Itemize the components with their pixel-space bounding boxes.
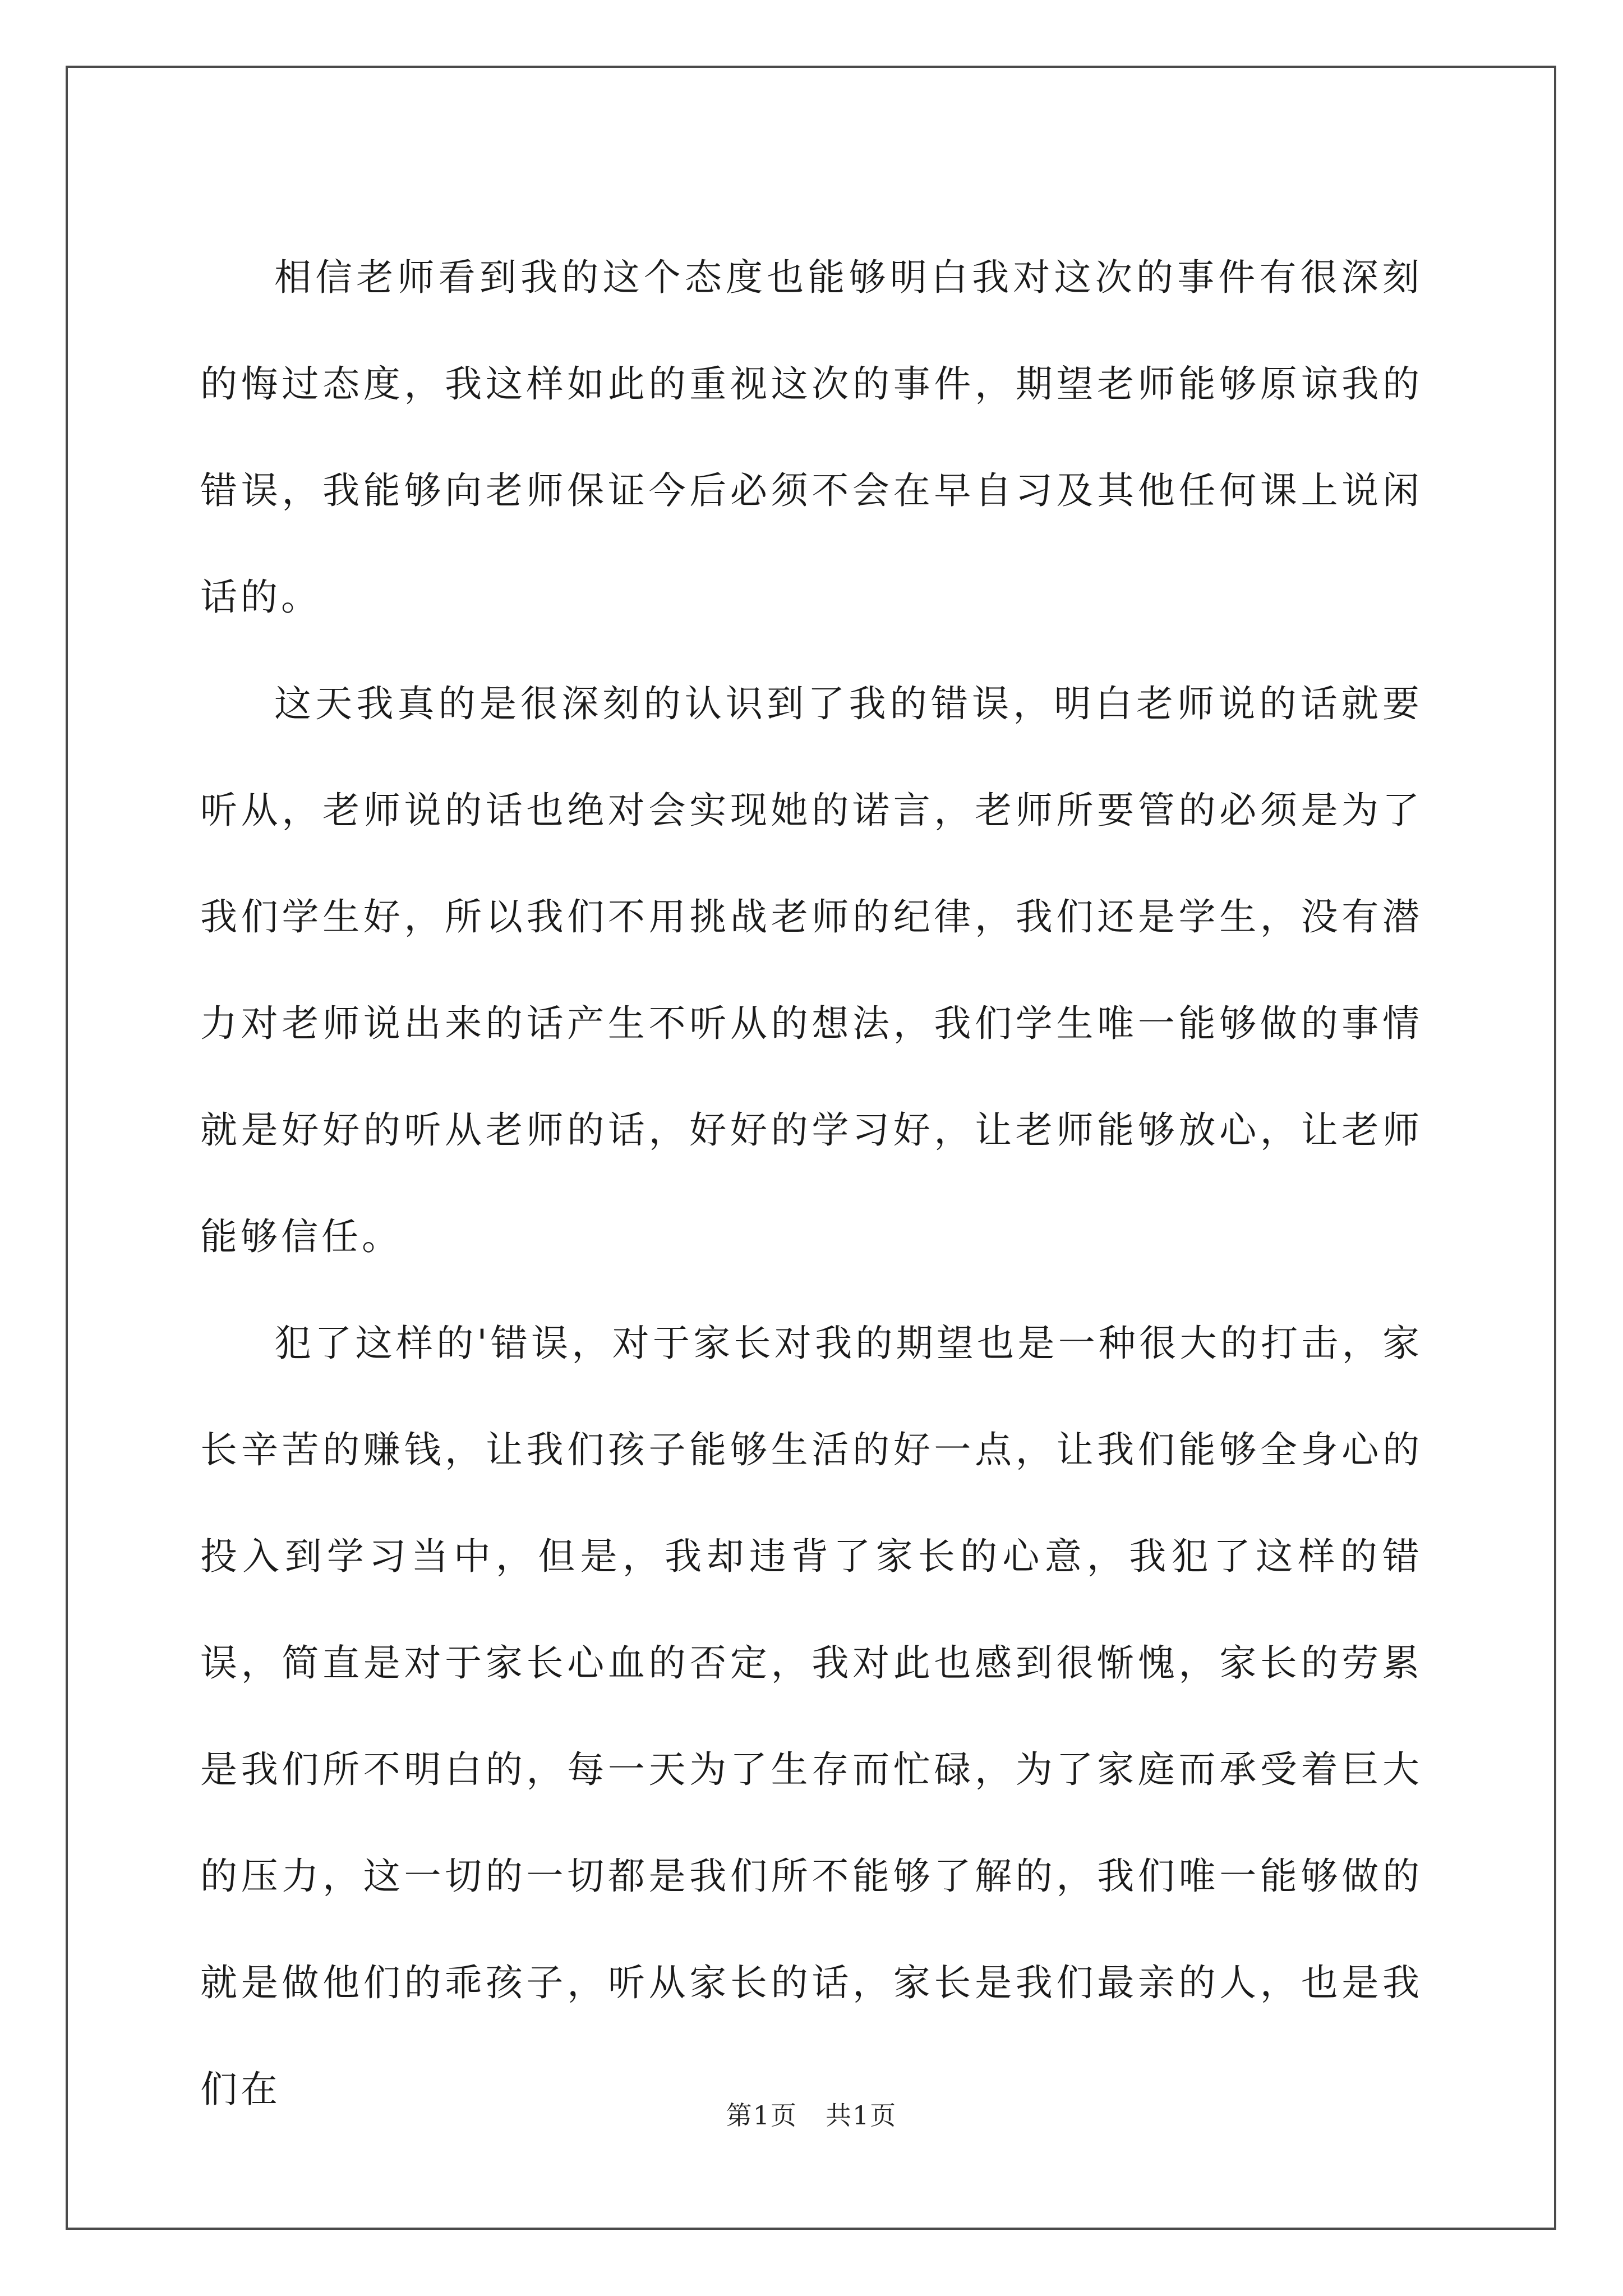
document-body xyxy=(200,224,1423,2143)
footer-spacer xyxy=(797,2100,826,2131)
page-footer xyxy=(0,2095,1623,2132)
paragraph-3: 犯了这样的'错误，对于家长对我的期望也是一种很大的打击，家长辛苦的赚钱，让我们孩子能够生活的好一点，让我们能够全身心的投入到学习当中，但是，我却违背了家长的心意，我犯了这样的错误，简直是对于家长心血的否定，我对此也感到很惭愧，家长的劳累是我们所不明白的，每一天为了生存而忙碌，为了家庭而承受着巨大的压力，这一切的一切都是我们所不能够了解的，我们唯一能够做的就是做他们的乖孩子，听从家长的话，家长是我们最亲的人，也是我们在 xyxy=(200,1322,1423,2111)
paragraph-1: 相信老师看到我的这个态度也能够明白我对这次的事件有很深刻的悔过态度，我这样如此的重视这次的事件，期望老师能够原谅我的错误，我能够向老师保证今后必须不会在早自习及其他任何课上说闲话的。 xyxy=(200,256,1423,619)
paragraph-2: 这天我真的是很深刻的认识到了我的错误，明白老师说的话就要听从，老师说的话也绝对会实现她的诺言，老师所要管的必须是为了我们学生好，所以我们不用挑战老师的纪律，我们还是学生，没有潜力对老师说出来的话产生不听从的想法，我们学生唯一能够做的事情就是好好的听从老师的话，好好的学习好，让老师能够放心，让老师能够信任。 xyxy=(200,682,1423,1258)
page-total: 共1页 xyxy=(825,2100,897,2131)
page-number: 第1页 xyxy=(726,2100,798,2131)
